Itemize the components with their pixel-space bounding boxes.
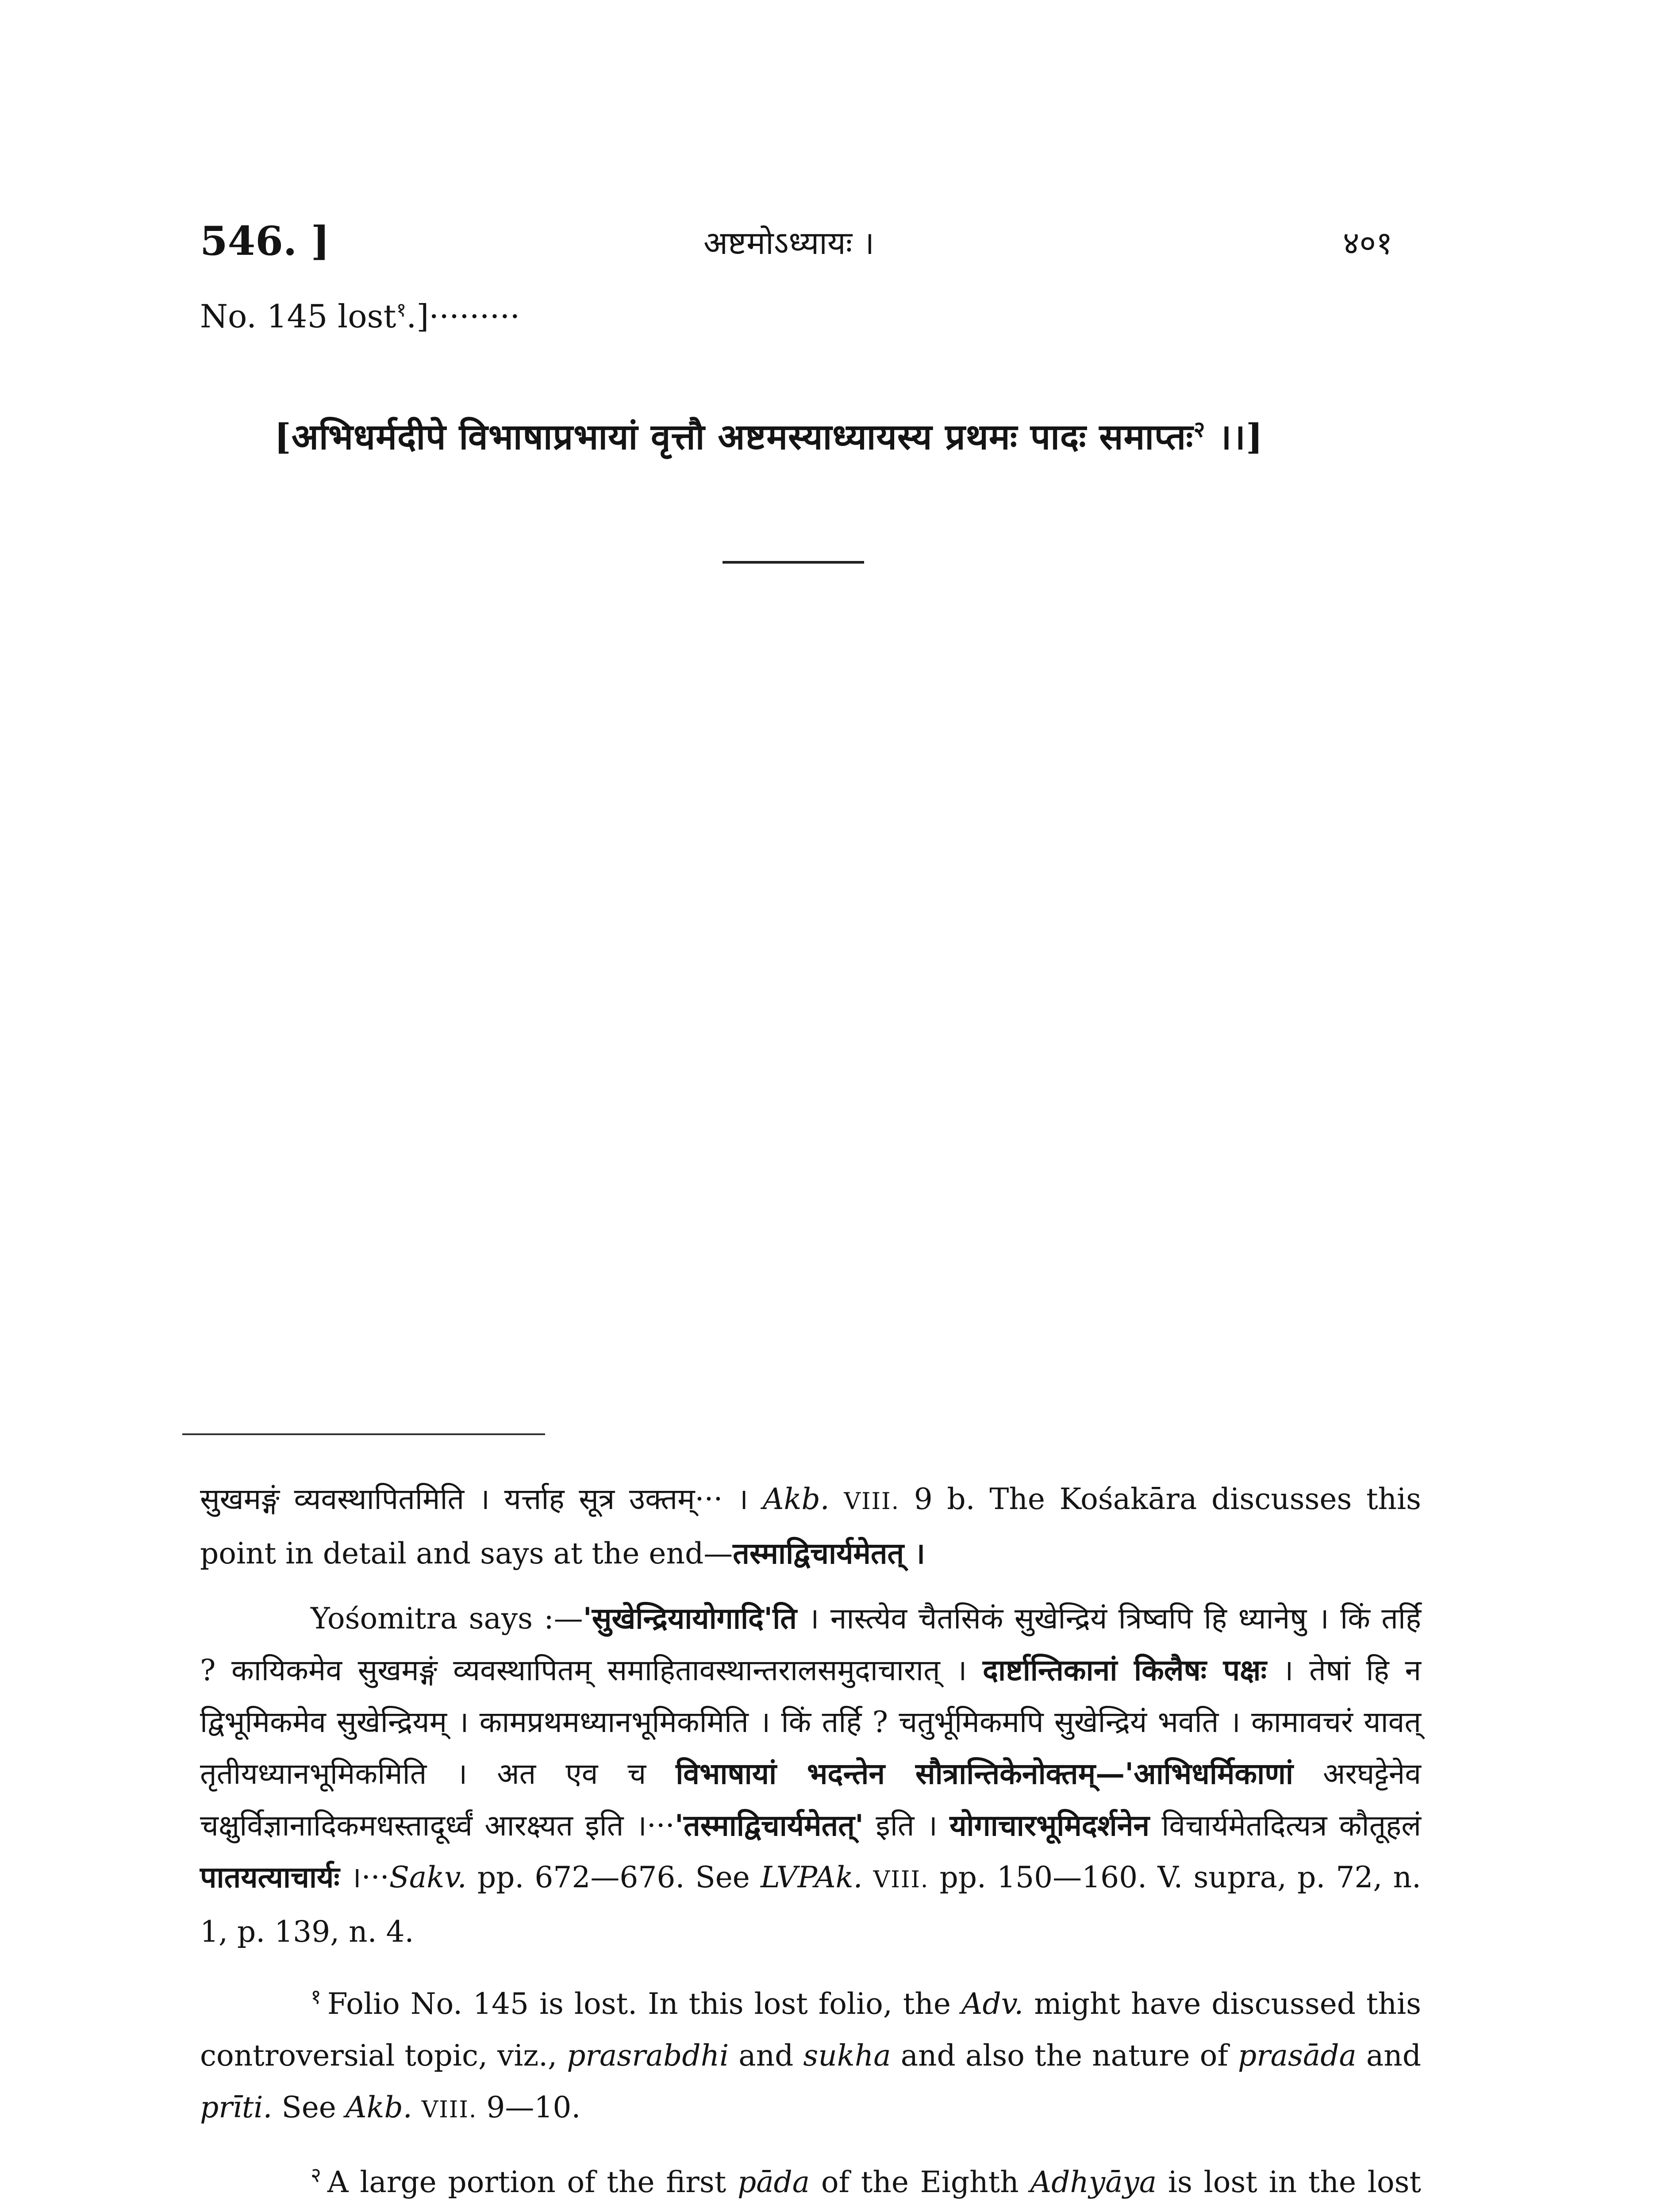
footnote-mark: २ [1193,416,1206,442]
section-divider [723,561,864,564]
footnote-yasomitra: Yośomitra says :—'सुखेन्द्रियायोगादि'ति । नास्त्येव चैतसिकं सुखेन्द्रियं त्रिष्वपि हि ध्यानेषु । किं तर्हि ? कायिकमेव सुखमङ्गं व्यवस्थापितम् समाहितावस्थान्तरालसमुदाचारात् । दार्ष्टान्तिकानां किलैषः पक्षः । तेषां हि न द्विभूमिकमेव सुखेन्द्रियम् । कामप्रथमध्यानभूमिकमिति । किं तर्हि ? चतुर्भूमिकमपि सुखेन्द्रियं भवति । कामावचरं यावत् तृतीयध्यानभूमिकमिति । अत एव च विभाषायां भदन्तेन सौत्रान्तिकेनोक्तम्—'आभिधर्मिकाणां अरघट्टेनेव चक्षुर्विज्ञानादिकमधस्तादूर्ध्वं आरक्ष्यत इति ।···'तस्माद्विचार्यमेतत्' इति । योगाचारभूमिदर्शनेन विचार्यमेतदित्यत्र कौतूहलं पातयत्याचार्यः ।···Sakv. pp. 672—676. See LVPAk. VIII. pp. 150—160. V. supra, p. 72, n. 1, p. 139, n. 4. [200,1601,1422,1949]
page-number: ४०१ [1343,224,1393,261]
section-number: 546. ] [200,218,330,265]
colophon-text: [अभिधर्मदीपे विभाषाप्रभायां वृत्तौ अष्टमस्याध्यायस्य प्रथमः पादः समाप्तः [274,416,1194,457]
footnote-mark: १ [311,1985,321,2008]
lost-folio-text: No. 145 lost [200,298,396,335]
colophon [274,411,1263,460]
footnote-divider [182,1433,545,1435]
footnotes [200,1473,1421,2212]
footnote-mark: १ [396,299,407,321]
footnote-mark: २ [311,2163,321,2187]
chapter-title: अष्टमोऽध्यायः । [703,224,875,261]
lost-folio-trail: .]········· [406,298,520,335]
footnote-1: $^१$ Folio No. 145 is lost. In this lost folio, the Adv. might have discussed this controversial topic, viz., prasrabdhi and sukha and also the nature of prasāda and prīti. See Akb. VIII. 9—10. [200,1985,1421,2124]
colophon-end: ।।] [1205,416,1263,457]
footnote-continuation: सुखमङ्गं व्यवस्थापितमिति । यर्त्ताह सूत्र उक्तम्··· । Akb. VIII. 9 b. The Kośakāra discusses this point in detail and says at the end—तस्माद्विचार्यमेतत् । [200,1482,1422,1571]
footnote-2: $^२$ A large portion of the first pāda of the Eighth Adhyāya is lost in the lost [311,2163,1421,2199]
lost-folio-note [200,296,520,335]
